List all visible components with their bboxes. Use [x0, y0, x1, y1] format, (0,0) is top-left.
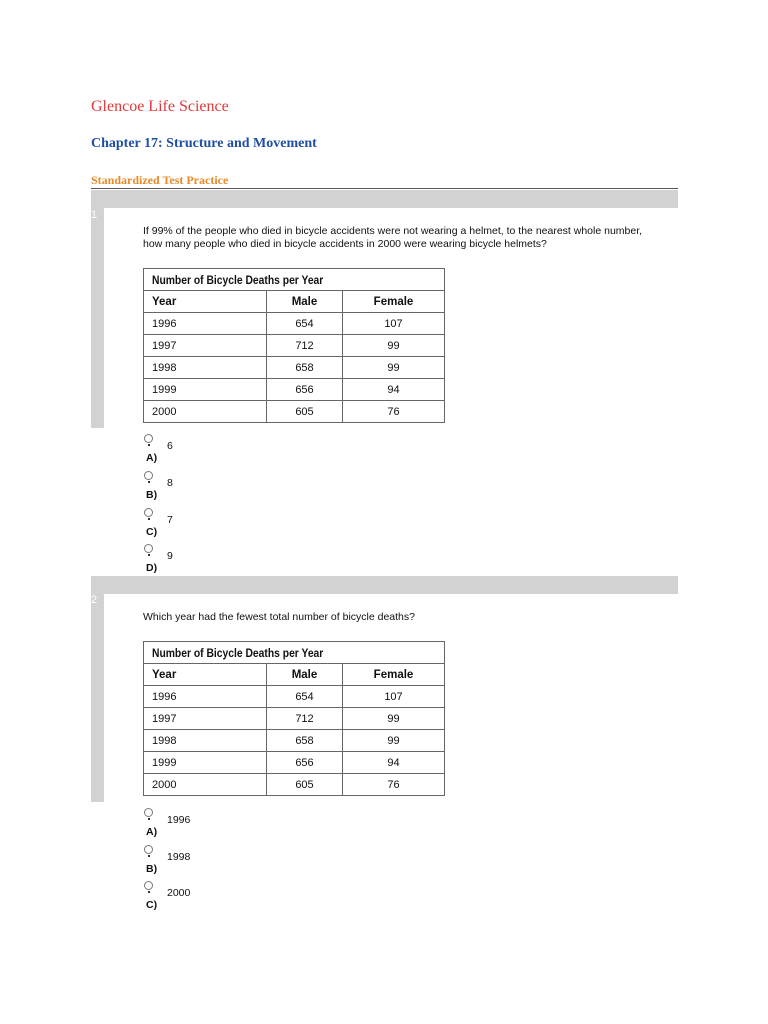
table-cell-female: 76: [343, 774, 445, 796]
table-cell-female: 94: [343, 379, 445, 401]
radio-button[interactable]: [144, 881, 153, 890]
table-cell-male: 654: [267, 686, 343, 708]
radio-button[interactable]: [144, 434, 153, 443]
table-cell-female: 76: [343, 401, 445, 423]
question-2-choice-a[interactable]: [143, 808, 263, 842]
choice-letter: B): [146, 863, 158, 875]
table-cell-year: 2000: [144, 774, 267, 796]
table-header-male: Male: [267, 664, 343, 686]
table-cell-year: 1999: [144, 379, 267, 401]
radio-button[interactable]: [144, 508, 153, 517]
table-cell-female: 107: [343, 686, 445, 708]
table-row: [144, 708, 445, 730]
choice-text: 2000: [167, 887, 191, 899]
radio-button[interactable]: [144, 808, 153, 817]
choice-text: 9: [167, 550, 173, 562]
table-cell-year: 1998: [144, 730, 267, 752]
table-cell-female: 99: [343, 730, 445, 752]
radio-button[interactable]: [144, 544, 153, 553]
table-cell-year: 1998: [144, 357, 267, 379]
question-1-text: If 99% of the people who died in bicycle accidents were not wearing a helmet, to the nearest whole number, how many people who died in bicycle accidents in 2000 were wearing bicycle helmets?: [143, 225, 643, 250]
table-row: [144, 774, 445, 796]
table-cell-male: 654: [267, 313, 343, 335]
choice-text: 1998: [167, 851, 191, 863]
table-cell-male: 605: [267, 774, 343, 796]
table-cell-female: 99: [343, 708, 445, 730]
question-2-side-bar: [91, 576, 104, 802]
table-header-year: Year: [144, 664, 267, 686]
table-cell-female: 99: [343, 335, 445, 357]
question-1-choice-d[interactable]: [143, 544, 263, 578]
table-cell-male: 712: [267, 335, 343, 357]
table-cell-year: 1996: [144, 313, 267, 335]
choice-letter: A): [146, 452, 158, 464]
section-title: Standardized Test Practice: [91, 173, 229, 187]
choice-text: 7: [167, 514, 173, 526]
question-2-choice-c[interactable]: [143, 881, 263, 915]
question-1-side-bar: [91, 190, 104, 428]
choice-text: 6: [167, 440, 173, 452]
choice-text: 8: [167, 477, 173, 489]
question-2-text: Which year had the fewest total number of bicycle deaths?: [143, 611, 415, 623]
table-header-female: Female: [343, 664, 445, 686]
choice-letter: C): [146, 899, 158, 911]
table-caption: Number of Bicycle Deaths per Year: [144, 269, 445, 291]
table-cell-year: 1997: [144, 708, 267, 730]
question-1-table: [143, 268, 445, 423]
table-row: [144, 357, 445, 379]
table-row: [144, 752, 445, 774]
table-row: [144, 686, 445, 708]
table-row: [144, 401, 445, 423]
table-cell-male: 658: [267, 357, 343, 379]
chapter-title: Chapter 17: Structure and Movement: [91, 136, 317, 151]
radio-button[interactable]: [144, 471, 153, 480]
choice-letter: C): [146, 526, 158, 538]
book-title: Glencoe Life Science: [91, 98, 229, 115]
choice-letter: A): [146, 826, 158, 838]
table-row: [144, 379, 445, 401]
question-2-choice-b[interactable]: [143, 845, 263, 879]
table-cell-male: 605: [267, 401, 343, 423]
table-cell-year: 1997: [144, 335, 267, 357]
question-2-table: [143, 641, 445, 796]
table-header-female: Female: [343, 291, 445, 313]
table-cell-female: 99: [343, 357, 445, 379]
question-1-choice-b[interactable]: [143, 471, 263, 505]
radio-button[interactable]: [144, 845, 153, 854]
header-divider: [91, 188, 678, 189]
table-cell-male: 658: [267, 730, 343, 752]
choice-letter: D): [146, 562, 158, 574]
question-1-choice-a[interactable]: [143, 434, 263, 468]
table-row: [144, 730, 445, 752]
table-caption: Number of Bicycle Deaths per Year: [144, 642, 445, 664]
choice-text: 1996: [167, 814, 191, 826]
table-row: [144, 313, 445, 335]
question-2-header-bar: [91, 576, 678, 594]
table-cell-year: 1996: [144, 686, 267, 708]
question-2-number: 2: [91, 594, 98, 606]
table-cell-male: 712: [267, 708, 343, 730]
choice-letter: B): [146, 489, 158, 501]
question-1-choice-c[interactable]: [143, 508, 263, 542]
table-header-male: Male: [267, 291, 343, 313]
table-cell-year: 1999: [144, 752, 267, 774]
question-1-header-bar: [91, 190, 678, 208]
table-cell-female: 107: [343, 313, 445, 335]
question-1-number: 1: [91, 209, 98, 221]
table-cell-male: 656: [267, 379, 343, 401]
table-header-year: Year: [144, 291, 267, 313]
table-cell-female: 94: [343, 752, 445, 774]
table-cell-year: 2000: [144, 401, 267, 423]
table-row: [144, 335, 445, 357]
table-cell-male: 656: [267, 752, 343, 774]
